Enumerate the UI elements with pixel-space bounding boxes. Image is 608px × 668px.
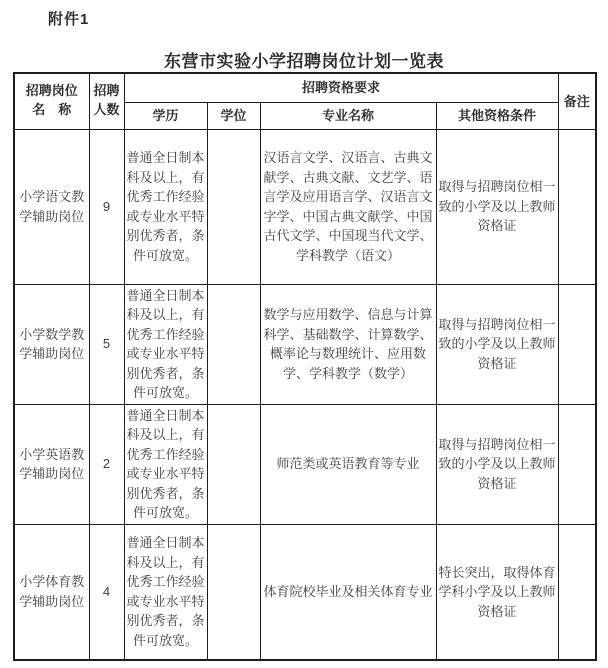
cell-education: 普通全日制本科及以上，有优秀工作经验或专业水平特别优秀者，条件可放宽。 — [124, 129, 207, 284]
header-position-line2: 名 称 — [32, 102, 72, 118]
header-count-line2: 人数 — [93, 102, 120, 118]
cell-remark — [558, 524, 596, 660]
cell-other: 取得与招聘岗位相一致的小学及以上教师资格证 — [436, 129, 558, 284]
header-degree: 学位 — [207, 102, 260, 129]
table-row — [14, 404, 596, 524]
cell-major: 体育院校毕业及相关体育专业 — [260, 524, 436, 660]
cell-other: 取得与招聘岗位相一致的小学及以上教师资格证 — [436, 404, 558, 524]
attachment-label: 附件1 — [48, 11, 90, 28]
header-position — [14, 73, 89, 129]
table-row — [14, 524, 596, 660]
cell-degree — [207, 284, 260, 404]
cell-count: 4 — [89, 524, 124, 660]
header-count-line1: 招聘 — [93, 83, 120, 99]
header-other: 其他资格条件 — [436, 102, 558, 129]
cell-major: 数学与应用数学、信息与计算科学、基础数学、计算数学、概率论与数理统计、应用数学、学科教学（数学） — [260, 284, 436, 404]
cell-count: 9 — [89, 129, 124, 284]
header-qualification-group: 招聘资格要求 — [124, 73, 558, 102]
cell-position: 小学数学教学辅助岗位 — [14, 284, 89, 404]
cell-count: 5 — [89, 284, 124, 404]
cell-remark — [558, 284, 596, 404]
table-row — [14, 129, 596, 284]
table-row — [14, 284, 596, 404]
cell-position: 小学英语教学辅助岗位 — [14, 404, 89, 524]
cell-degree — [207, 404, 260, 524]
cell-position: 小学体育教学辅助岗位 — [14, 524, 89, 660]
cell-education: 普通全日制本科及以上，有优秀工作经验或专业水平特别优秀者，条件可放宽。 — [124, 404, 207, 524]
cell-remark — [558, 129, 596, 284]
cell-education: 普通全日制本科及以上，有优秀工作经验或专业水平特别优秀者，条件可放宽。 — [124, 284, 207, 404]
cell-degree — [207, 129, 260, 284]
cell-education: 普通全日制本科及以上，有优秀工作经验或专业水平特别优秀者，条件可放宽。 — [124, 524, 207, 660]
header-major: 专业名称 — [260, 102, 436, 129]
header-education: 学历 — [124, 102, 207, 129]
header-count — [89, 73, 124, 129]
cell-degree — [207, 524, 260, 660]
cell-position: 小学语文教学辅助岗位 — [14, 129, 89, 284]
header-row-1 — [14, 73, 596, 102]
cell-remark — [558, 404, 596, 524]
recruitment-plan-table — [13, 72, 597, 661]
header-position-line1: 招聘岗位 — [25, 83, 78, 99]
cell-major: 师范类或英语教育等专业 — [260, 404, 436, 524]
cell-major: 汉语言文学、汉语言、古典文献学、古典文献、文艺学、语言学及应用语言学、汉语言文字学、中国古典文献学、中国古代文学、中国现当代文学、学科教学（语文） — [260, 129, 436, 284]
cell-other: 取得与招聘岗位相一致的小学及以上教师资格证 — [436, 284, 558, 404]
header-remark: 备注 — [558, 73, 596, 129]
cell-count: 2 — [89, 404, 124, 524]
cell-other: 特长突出，取得体育学科小学及以上教师资格证 — [436, 524, 558, 660]
page-title: 东营市实验小学招聘岗位计划一览表 — [164, 52, 444, 71]
